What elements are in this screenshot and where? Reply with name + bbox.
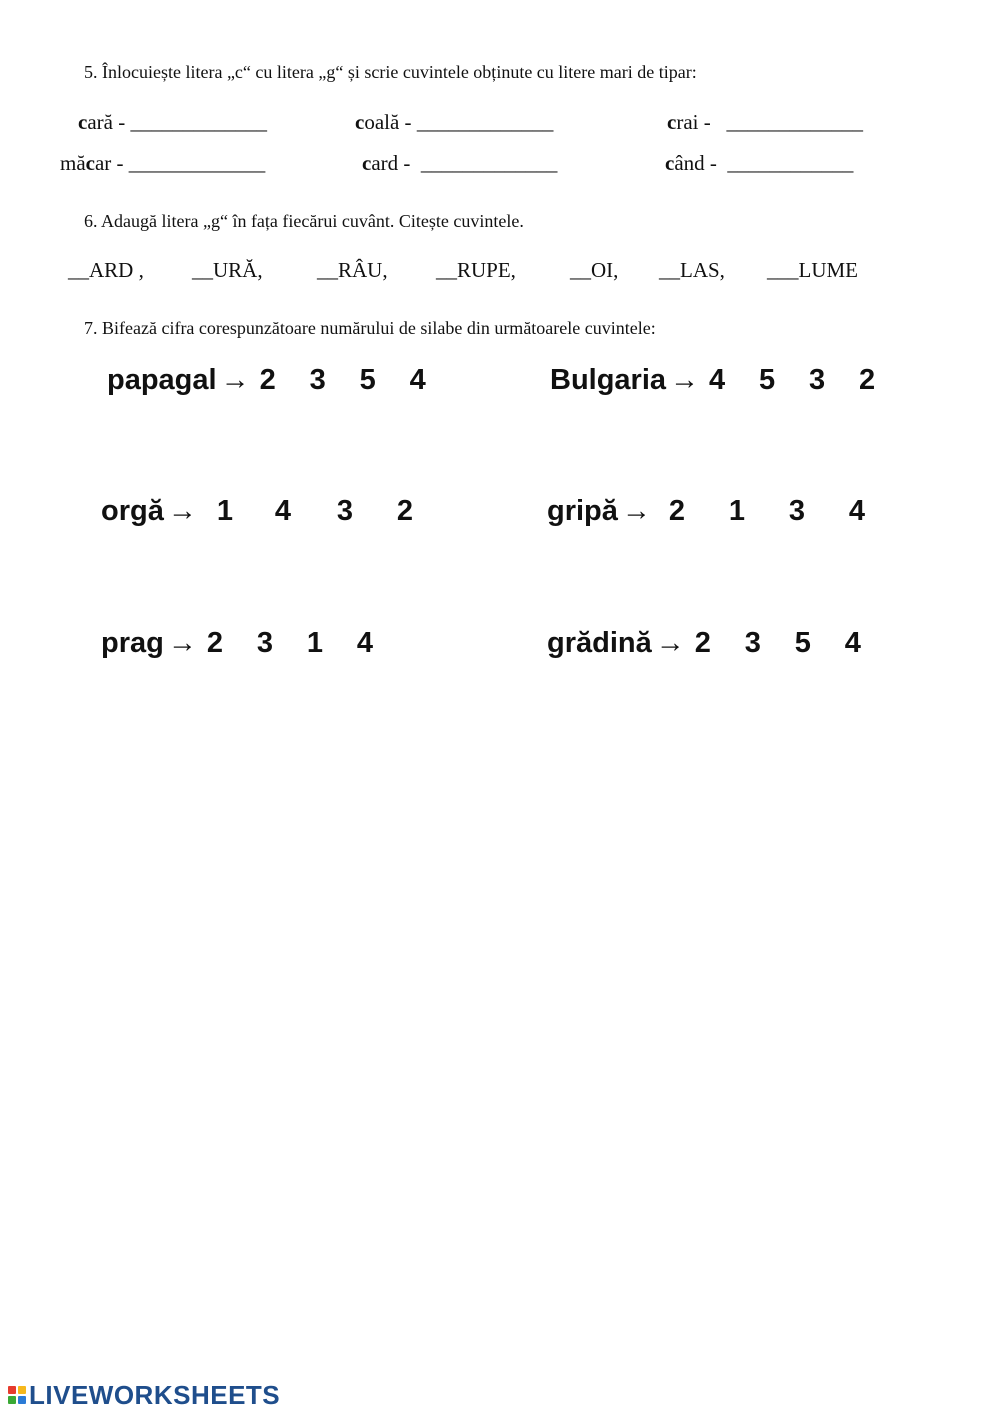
ex7-word: orgă bbox=[101, 495, 164, 527]
syllable-option[interactable]: 2 bbox=[668, 495, 686, 527]
ex5-item-crai bbox=[667, 110, 863, 135]
ex5-word-post: ând - bbox=[674, 151, 717, 175]
syllable-option[interactable]: 3 bbox=[309, 364, 326, 396]
ex7-item-papagal bbox=[107, 364, 460, 397]
ex5-answer-blank[interactable]: _____________ bbox=[128, 151, 266, 175]
syllable-option[interactable]: 1 bbox=[306, 627, 323, 659]
ex5-word-bold: c bbox=[85, 151, 95, 175]
ex5-word-bold: c bbox=[355, 110, 365, 134]
ex5-answer-blank[interactable]: _____________ bbox=[420, 151, 558, 175]
syllable-option[interactable]: 4 bbox=[848, 495, 866, 527]
syllable-option[interactable]: 2 bbox=[259, 364, 276, 396]
arrow-right-icon: → bbox=[655, 627, 685, 659]
liveworksheets-logo[interactable] bbox=[8, 1380, 280, 1410]
ex5-item-macar bbox=[60, 151, 265, 176]
ex5-answer-blank[interactable]: _____________ bbox=[726, 110, 863, 134]
ex7-item-bulgaria bbox=[550, 364, 889, 397]
exercise-7-instruction: 7. Bifează cifra corespunzătoare numărului de silabe din următoarele cuvintele: bbox=[84, 318, 656, 338]
logo-square bbox=[8, 1386, 16, 1394]
ex7-item-orga bbox=[101, 495, 447, 528]
ex7-word: Bulgaria bbox=[550, 364, 667, 396]
logo-square bbox=[18, 1396, 26, 1404]
ex5-word-pre: mă bbox=[60, 151, 86, 175]
syllable-option[interactable]: 4 bbox=[844, 627, 861, 659]
ex7-word: papagal bbox=[107, 364, 217, 396]
syllable-option[interactable]: 5 bbox=[794, 627, 811, 659]
syllable-option[interactable]: 5 bbox=[759, 364, 776, 396]
logo-text: LIVEWORKSHEETS bbox=[29, 1379, 281, 1410]
ex7-word: gripă bbox=[547, 495, 618, 527]
ex7-item-gripa bbox=[547, 495, 879, 528]
arrow-right-icon: → bbox=[621, 495, 651, 527]
syllable-option[interactable]: 2 bbox=[396, 495, 413, 527]
ex5-word-post: ard - bbox=[371, 151, 411, 175]
ex5-answer-blank[interactable]: _____________ bbox=[416, 110, 554, 134]
syllable-option[interactable]: 5 bbox=[359, 364, 376, 396]
exercise-6-instruction: 6. Adaugă litera „g“ în fața fiecărui cuvânt. Citește cuvintele. bbox=[84, 211, 524, 231]
ex5-word-post: rai - bbox=[676, 110, 711, 134]
ex5-word-post: oală - bbox=[364, 110, 412, 134]
ex5-answer-blank[interactable]: ____________ bbox=[727, 151, 854, 175]
syllable-option[interactable]: 4 bbox=[409, 364, 426, 396]
ex6-word-rupe[interactable]: __RUPE, bbox=[436, 258, 516, 282]
arrow-right-icon: → bbox=[670, 364, 700, 396]
syllable-option[interactable]: 3 bbox=[336, 495, 353, 527]
syllable-option[interactable]: 3 bbox=[809, 364, 826, 396]
syllable-option[interactable]: 3 bbox=[788, 495, 806, 527]
ex6-word-lume[interactable]: ___LUME bbox=[767, 258, 858, 282]
ex5-word-bold: c bbox=[667, 110, 677, 134]
ex5-word-post: ar - bbox=[94, 151, 124, 175]
ex5-word-bold: c bbox=[78, 110, 88, 134]
syllable-option[interactable]: 1 bbox=[216, 495, 233, 527]
exercise-5-instruction: 5. Înlocuiește litera „c“ cu litera „g“ și scrie cuvintele obținute cu litere mari de tipar: bbox=[84, 62, 697, 82]
ex7-word: grădină bbox=[547, 627, 652, 659]
ex5-word-bold: c bbox=[362, 151, 372, 175]
syllable-option[interactable]: 4 bbox=[356, 627, 373, 659]
ex7-item-prag bbox=[101, 627, 407, 660]
ex5-word-post: ară - bbox=[87, 110, 126, 134]
ex7-item-gradina bbox=[547, 627, 875, 660]
ex5-item-card bbox=[362, 151, 557, 176]
ex5-item-cand bbox=[665, 151, 853, 176]
arrow-right-icon: → bbox=[167, 495, 197, 527]
syllable-option[interactable]: 3 bbox=[744, 627, 761, 659]
ex6-word-ard[interactable]: __ARD , bbox=[68, 258, 144, 282]
logo-square bbox=[8, 1396, 16, 1404]
ex5-answer-blank[interactable]: _____________ bbox=[130, 110, 267, 134]
syllable-option[interactable]: 2 bbox=[859, 364, 876, 396]
ex5-item-coala bbox=[355, 110, 553, 135]
ex6-word-ura[interactable]: __URĂ, bbox=[192, 258, 263, 282]
syllable-option[interactable]: 3 bbox=[256, 627, 273, 659]
logo-square bbox=[18, 1386, 26, 1394]
syllable-option[interactable]: 4 bbox=[709, 364, 726, 396]
syllable-option[interactable]: 4 bbox=[274, 495, 291, 527]
syllable-option[interactable]: 1 bbox=[728, 495, 746, 527]
ex6-word-rau[interactable]: __RÂU, bbox=[317, 258, 388, 282]
ex7-word: prag bbox=[101, 627, 164, 659]
syllable-option[interactable]: 2 bbox=[206, 627, 223, 659]
ex6-word-oi[interactable]: __OI, bbox=[570, 258, 619, 282]
syllable-option[interactable]: 2 bbox=[694, 627, 711, 659]
ex5-item-cara bbox=[78, 110, 267, 135]
ex6-word-las[interactable]: __LAS, bbox=[659, 258, 725, 282]
arrow-right-icon: → bbox=[220, 364, 250, 396]
logo-squares-icon bbox=[8, 1386, 26, 1404]
arrow-right-icon: → bbox=[167, 627, 197, 659]
ex5-word-bold: c bbox=[665, 151, 675, 175]
